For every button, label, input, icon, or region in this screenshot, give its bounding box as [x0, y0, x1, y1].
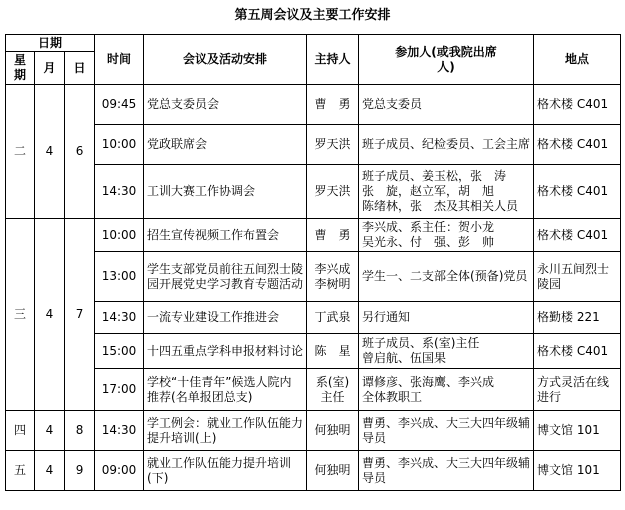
host-cell: 何独明	[307, 451, 359, 491]
attendees-cell: 谭修彦、张海鹰、李兴成 全体教职工	[359, 369, 534, 411]
attendees-cell: 班子成员、系(室)主任 曾启航、伍国果	[359, 334, 534, 369]
agenda-cell: 学工例会：就业工作队伍能力提升培训(上)	[144, 411, 307, 451]
schedule-body	[6, 85, 621, 491]
location-cell: 格术楼 C401	[534, 165, 621, 219]
location-cell: 格术楼 C401	[534, 334, 621, 369]
month-cell: 4	[35, 85, 65, 219]
attendees-cell: 班子成员、纪检委员、工会主席	[359, 125, 534, 165]
host-cell: 罗天洪	[307, 165, 359, 219]
weekday-cell: 四	[6, 411, 35, 451]
host-cell: 系(室)主任	[307, 369, 359, 411]
host-cell: 陈 星	[307, 334, 359, 369]
month-cell: 4	[35, 451, 65, 491]
weekday-cell: 三	[6, 219, 35, 411]
header-attendees: 参加人(或我院出席人)	[359, 35, 534, 85]
attendees-cell: 班子成员、姜玉松，张 涛 张 旋，赵立军，胡 旭 陈绪林，张 杰及其相关人员	[359, 165, 534, 219]
location-cell: 格术楼 C401	[534, 125, 621, 165]
location-cell: 方式灵活在线进行	[534, 369, 621, 411]
attendees-cell: 学生一、二支部全体(预备)党员	[359, 252, 534, 302]
time-cell: 09:00	[95, 451, 144, 491]
table-row	[6, 334, 621, 369]
month-cell: 4	[35, 219, 65, 411]
location-cell: 格勤楼 221	[534, 302, 621, 334]
host-cell: 罗天洪	[307, 125, 359, 165]
header-agenda: 会议及活动安排	[144, 35, 307, 85]
location-cell: 博文馆 101	[534, 411, 621, 451]
table-row	[6, 411, 621, 451]
table-row	[6, 219, 621, 252]
weekday-cell: 五	[6, 451, 35, 491]
table-row	[6, 165, 621, 219]
time-cell: 09:45	[95, 85, 144, 125]
schedule-table	[5, 34, 621, 491]
agenda-cell: 十四五重点学科申报材料讨论	[144, 334, 307, 369]
time-cell: 15:00	[95, 334, 144, 369]
attendees-cell: 李兴成、系主任：贺小龙 吴光永、付 强、彭 帅	[359, 219, 534, 252]
location-cell: 博文馆 101	[534, 451, 621, 491]
attendees-cell: 曹勇、李兴成、大三大四年级辅导员	[359, 451, 534, 491]
table-row	[6, 85, 621, 125]
weekday-cell: 二	[6, 85, 35, 219]
attendees-cell: 党总支委员	[359, 85, 534, 125]
time-cell: 14:30	[95, 411, 144, 451]
host-cell: 李兴成 李树明	[307, 252, 359, 302]
time-cell: 14:30	[95, 165, 144, 219]
table-row	[6, 252, 621, 302]
attendees-cell: 曹勇、李兴成、大三大四年级辅导员	[359, 411, 534, 451]
header-month: 月	[35, 52, 65, 85]
agenda-cell: 党总支委员会	[144, 85, 307, 125]
time-cell: 10:00	[95, 125, 144, 165]
location-cell: 格术楼 C401	[534, 219, 621, 252]
agenda-cell: 党政联席会	[144, 125, 307, 165]
attendees-cell: 另行通知	[359, 302, 534, 334]
day-cell: 6	[65, 85, 95, 219]
host-cell: 丁武泉	[307, 302, 359, 334]
time-cell: 13:00	[95, 252, 144, 302]
header-host: 主持人	[307, 35, 359, 85]
day-cell: 8	[65, 411, 95, 451]
table-row	[6, 302, 621, 334]
agenda-cell: 学校“十佳青年”候选人院内推荐(名单报团总支)	[144, 369, 307, 411]
header-weekday: 星期	[6, 52, 35, 85]
day-cell: 7	[65, 219, 95, 411]
month-cell: 4	[35, 411, 65, 451]
agenda-cell: 就业工作队伍能力提升培训(下)	[144, 451, 307, 491]
header-day: 日	[65, 52, 95, 85]
agenda-cell: 学生支部党员前往五间烈士陵园开展党史学习教育专题活动	[144, 252, 307, 302]
header-date: 日期	[6, 35, 95, 52]
agenda-cell: 工训大赛工作协调会	[144, 165, 307, 219]
day-cell: 9	[65, 451, 95, 491]
table-row	[6, 125, 621, 165]
page-title: 第五周会议及主要工作安排	[234, 8, 391, 23]
host-cell: 曹 勇	[307, 85, 359, 125]
table-row	[6, 451, 621, 491]
host-cell: 何独明	[307, 411, 359, 451]
time-cell: 14:30	[95, 302, 144, 334]
agenda-cell: 招生宣传视频工作布置会	[144, 219, 307, 252]
header-location: 地点	[534, 35, 621, 85]
time-cell: 17:00	[95, 369, 144, 411]
host-cell: 曹 勇	[307, 219, 359, 252]
table-row	[6, 369, 621, 411]
time-cell: 10:00	[95, 219, 144, 252]
location-cell: 格术楼 C401	[534, 85, 621, 125]
agenda-cell: 一流专业建设工作推进会	[144, 302, 307, 334]
location-cell: 永川五间烈士陵园	[534, 252, 621, 302]
header-time: 时间	[95, 35, 144, 85]
